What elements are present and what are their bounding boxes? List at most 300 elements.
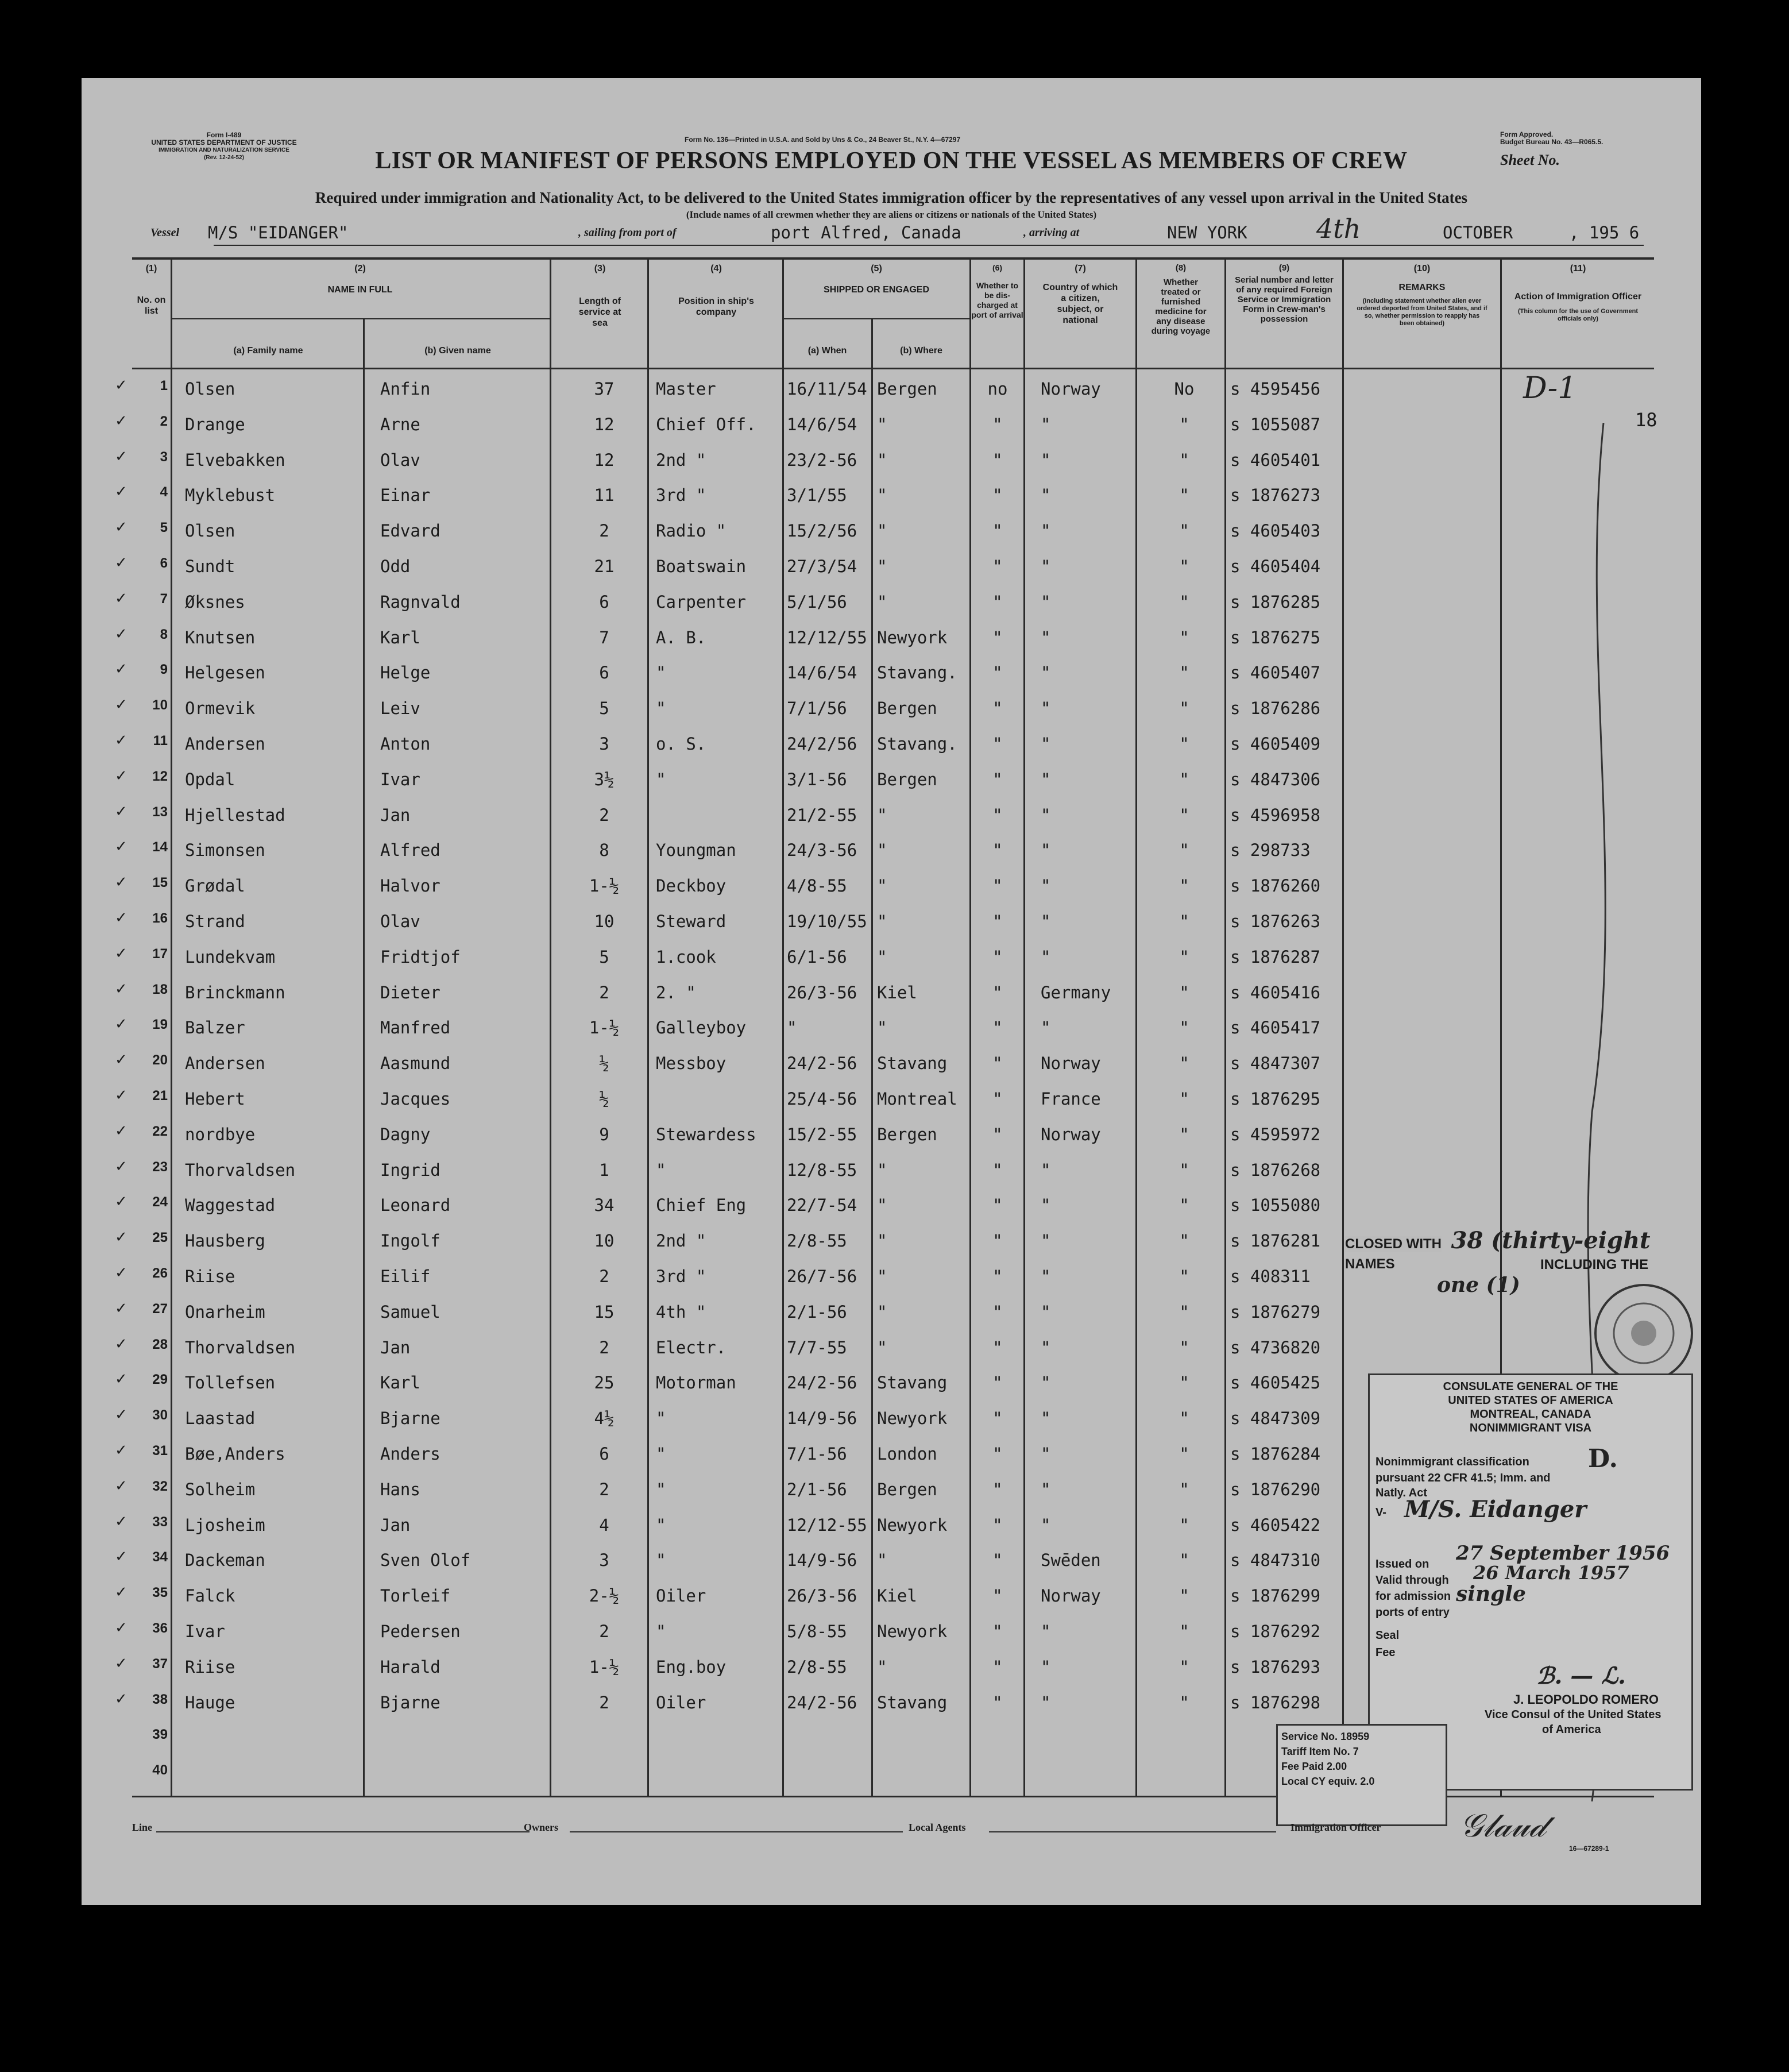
checkmark-icon: ✓ [115,1193,127,1211]
fee-label: Fee [1375,1646,1396,1659]
cell-given: Anfin [380,379,431,399]
cell-where: Newyork [877,1409,948,1429]
shipped-subheader-line [782,318,969,319]
cell-serial: s 1876292 [1230,1622,1321,1641]
cell-disch: " [992,592,1003,612]
cell-service: 2-½ [589,1586,620,1606]
cell-country: " [1041,1160,1051,1180]
row-number: 36 [152,1620,168,1636]
cell-medicine: " [1179,805,1189,825]
row-number: 17 [152,946,168,962]
cell-where: " [877,485,887,506]
cell-country: " [1041,1231,1051,1251]
cell-country: " [1041,1657,1051,1677]
cell-family: Riise [185,1267,235,1286]
col3-title: Length of service at sea [578,296,621,328]
cell-where: " [877,521,887,541]
checkmark-icon: ✓ [115,483,127,501]
visa-vessel-name: M/S. Eidanger [1404,1496,1587,1523]
checkmark-icon: ✓ [115,1584,127,1602]
cell-country: " [1041,557,1051,576]
checkmark-icon: ✓ [115,1477,127,1495]
cell-given: Ingolf [380,1231,441,1251]
cell-when: 5/8-55 [787,1622,847,1641]
cell-serial: s 4605417 [1230,1018,1321,1038]
rev-date: (Rev. 12-24-52) [204,155,244,161]
cell-given: Karl [380,627,420,647]
cell-service: 1-½ [589,1657,620,1677]
one-count: one (1) [1437,1273,1520,1297]
col1-header [132,263,171,317]
cell-when: 22/7-54 [787,1195,857,1216]
cell-family: Simonsen [185,840,265,861]
fee-paid-label: Fee Paid [1281,1761,1324,1772]
cell-family: Hebert [185,1089,245,1109]
arrival-year: , 195 6 [1569,223,1640,242]
cell-service: 11 [594,485,615,506]
checkmark-icon: ✓ [115,1122,127,1140]
cell-family: Strand [185,912,245,931]
names-label: NAMES [1345,1256,1395,1272]
service-row [1281,1729,1442,1744]
cell-disch: " [992,1337,1003,1357]
cell-when: 14/6/54 [787,414,857,434]
cell-given: Anders [380,1444,441,1464]
cell-when: 7/7-55 [787,1337,847,1357]
cell-given: Helge [380,663,431,683]
cell-disch: " [992,912,1003,931]
cell-position: Electr. [656,1337,727,1357]
cell-position: " [656,1479,666,1499]
cell-family: Solheim [185,1479,256,1499]
cell-country: Swēden [1041,1550,1101,1571]
cell-given: Ingrid [380,1160,441,1180]
checkmark-icon: ✓ [115,944,127,962]
cell-where: Newyork [877,1622,948,1641]
cell-serial: s 1876299 [1230,1586,1321,1606]
row-number: 27 [152,1301,168,1317]
row-number: 32 [152,1478,168,1494]
cell-disch: " [992,414,1003,434]
cell-medicine: " [1179,840,1189,861]
cell-given: Eilif [380,1267,431,1286]
cell-position: " [656,699,666,719]
cell-given: Sven Olof [380,1550,471,1571]
checkmark-icon: ✓ [115,625,127,643]
row-number: 19 [152,1017,168,1033]
col9-number: (9) [1278,263,1290,273]
cell-country: " [1041,1373,1051,1393]
table-row [82,797,1654,833]
row-number: 16 [152,910,168,926]
checkmark-icon: ✓ [115,1229,127,1247]
cell-when: 14/9-56 [787,1409,857,1429]
cell-when: 15/2/56 [787,521,857,541]
cell-where: Bergen [877,769,937,789]
cell-serial: s 4605407 [1230,663,1321,683]
cell-disch: " [992,485,1003,506]
cell-given: Bjarne [380,1692,441,1712]
cell-country: Norway [1041,1124,1101,1144]
row-number: 35 [152,1585,168,1601]
col5-number: (5) [871,264,882,273]
cell-family: Hjellestad [185,805,285,825]
cell-family: Olsen [185,521,235,541]
cell-where: Bergen [877,1124,937,1144]
table-row [82,1045,1654,1081]
col1-number: (1) [145,264,157,273]
row-number: 38 [152,1691,168,1707]
cell-when: 2/8-55 [787,1657,847,1677]
col2-number: (2) [354,264,366,273]
cell-disch: " [992,769,1003,789]
table-header-border [132,368,1654,369]
cell-medicine: " [1179,1089,1189,1109]
cell-serial: s 1876298 [1230,1692,1321,1712]
subnote: (Include names of all crewmen whether they are aliens or citizens or nationals of the United States) [686,209,1097,220]
cell-country: Norway [1041,1054,1101,1074]
cell-medicine: " [1179,1692,1189,1712]
cell-service: 2 [599,1337,609,1357]
cell-family: Brinckmann [185,982,285,1002]
cell-medicine: No [1174,379,1195,399]
cell-country: " [1041,769,1051,789]
cell-position: Motorman [656,1373,736,1393]
cell-position: " [656,663,666,683]
row-number: 31 [152,1443,168,1458]
consulate-line3: MONTREAL, CANADA [1470,1408,1591,1421]
cell-given: Bjarne [380,1409,441,1429]
checkmark-icon: ✓ [115,802,127,820]
cell-service: 10 [594,1231,615,1251]
cell-family: Tollefsen [185,1373,276,1393]
table-row [82,407,1654,442]
table-row [82,762,1654,797]
checkmark-icon: ✓ [115,909,127,927]
cell-family: Opdal [185,769,235,789]
vessel-label: Vessel [150,226,179,239]
cell-where: Newyork [877,627,948,647]
cell-where: Bergen [877,379,937,399]
cell-when: 4/8-55 [787,876,847,896]
cell-when: 6/1-56 [787,947,847,967]
classification-label: Nonimmigrant classification [1375,1456,1529,1468]
cell-family: nordbye [185,1124,256,1144]
cell-serial: s 1876260 [1230,876,1321,896]
cell-disch: " [992,521,1003,541]
cell-country: " [1041,414,1051,434]
issued-label: Issued on [1375,1558,1429,1571]
vessel-name: M/S "EIDANGER" [208,223,349,242]
cell-when: 26/3-56 [787,1586,857,1606]
cell-service: 2 [599,1622,609,1641]
checkmark-icon: ✓ [115,1087,127,1104]
cell-serial: s 1876287 [1230,947,1321,967]
cell-given: Odd [380,557,411,576]
cell-when: 12/12-55 [787,1515,867,1535]
col6-title: Whether to be dis-charged at port of arrival [971,281,1023,319]
cell-family: Hausberg [185,1231,265,1251]
local-label: Local CY equiv. [1281,1776,1358,1787]
cell-family: Ivar [185,1622,225,1641]
tariff-no: 7 [1353,1746,1359,1757]
cell-when: 16/11/54 [787,379,867,399]
cell-position: " [656,1515,666,1535]
cell-disch: " [992,1267,1003,1286]
cell-family: Waggestad [185,1195,276,1216]
cell-serial: s 408311 [1230,1267,1311,1286]
cell-serial: s 4847309 [1230,1409,1321,1429]
col10-note: (Including statement whether alien ever ordered deported from United States, and if so, whether permission to reapply has been obtained) [1357,298,1487,327]
cell-country: " [1041,840,1051,861]
row-number: 6 [160,555,168,571]
consulate-line4: NONIMMIGRANT VISA [1469,1422,1592,1434]
cell-when: 14/6/54 [787,663,857,683]
table-row [82,1152,1654,1188]
cell-service: ½ [599,1054,609,1074]
cell-where: Stavang [877,1373,948,1393]
cell-given: Halvor [380,876,441,896]
margin-number-18: 18 [1635,409,1657,431]
cell-disch: " [992,1195,1003,1216]
table-row [82,584,1654,620]
row-number: 4 [160,484,168,500]
cell-service: 9 [599,1124,609,1144]
cell-given: Pedersen [380,1622,461,1641]
cell-given: Samuel [380,1302,441,1322]
departure-port: port Alfred, Canada [771,223,961,242]
cell-where: " [877,1018,887,1038]
cell-service: 3 [599,734,609,754]
cell-serial: s 4605416 [1230,982,1321,1002]
vessel-underline [214,245,1644,246]
checkmark-icon: ✓ [115,1299,127,1317]
tariff-row [1281,1744,1442,1759]
cell-service: 2 [599,805,609,825]
col3-number: (3) [594,264,606,273]
cell-where: " [877,876,887,896]
cell-position: Stewardess [656,1124,756,1144]
cell-service: 4 [599,1515,609,1535]
cell-service: 2 [599,1692,609,1712]
cell-given: Fridtjof [380,947,461,967]
cell-family: Øksnes [185,592,245,612]
cell-serial: s 4847307 [1230,1054,1321,1074]
cell-where: " [877,414,887,434]
table-row [82,1330,1654,1365]
cell-position: Deckboy [656,876,727,896]
cell-position: Galleyboy [656,1018,747,1038]
checkmark-icon: ✓ [115,1264,127,1282]
cell-where: " [877,557,887,576]
footer-owners-label: Owners [524,1822,558,1833]
cell-serial: s 4605401 [1230,450,1321,470]
cell-given: Jan [380,1337,411,1357]
cell-when: " [787,1018,797,1038]
cell-where: Montreal [877,1089,957,1109]
cell-family: Lundekvam [185,947,276,967]
cell-when: 12/12/55 [787,627,867,647]
cell-when: 26/3-56 [787,982,857,1002]
col5-header [783,263,969,295]
cell-given: Ivar [380,769,420,789]
of-america: of America [1542,1723,1601,1736]
cell-where: " [877,805,887,825]
cell-serial: s 1876273 [1230,485,1321,506]
consulate-line1: CONSULATE GENERAL OF THE [1443,1380,1618,1393]
checkmark-icon: ✓ [115,447,127,465]
row-number: 37 [152,1656,168,1672]
cell-disch: " [992,734,1003,754]
checkmark-icon: ✓ [115,589,127,607]
cell-service: 6 [599,592,609,612]
cell-where: " [877,947,887,967]
cell-position: Oiler [656,1586,706,1606]
table-row [82,832,1654,868]
cell-where: " [877,1195,887,1216]
row-number: 20 [152,1052,168,1068]
col2-header [171,263,550,295]
cell-position: 3rd " [656,1267,706,1286]
cell-disch: " [992,1160,1003,1180]
cell-medicine: " [1179,699,1189,719]
cell-family: Falck [185,1586,235,1606]
cell-when: 27/3/54 [787,557,857,576]
service-no: 18959 [1340,1731,1370,1742]
checkmark-icon: ✓ [115,1371,127,1388]
col10-title: REMARKS [1398,283,1446,292]
checkmark-icon: ✓ [115,1157,127,1175]
cell-position: Radio " [656,521,727,541]
row-number: 23 [152,1159,168,1175]
cell-when: 24/2-56 [787,1054,857,1074]
cell-position: 1.cook [656,947,716,967]
cell-country: " [1041,485,1051,506]
cell-family: Ormevik [185,699,256,719]
col2b-header: (b) Given name [424,346,491,356]
cell-disch: " [992,1054,1003,1074]
cell-position: " [656,1550,666,1571]
cell-service: 15 [594,1302,615,1322]
cell-where: " [877,450,887,470]
fee-paid-row [1281,1759,1442,1774]
cell-disch: " [992,1018,1003,1038]
cell-disch: " [992,627,1003,647]
col6-number: (6) [992,263,1003,272]
action-d1: D-1 [1523,371,1577,406]
cell-family: Dackeman [185,1550,265,1571]
checkmark-icon: ✓ [115,1548,127,1566]
cell-disch: " [992,876,1003,896]
closed-with-label: CLOSED WITH [1345,1236,1442,1252]
cell-family: Bøe,Anders [185,1444,285,1464]
fee-stamp [1276,1724,1447,1826]
checkmark-icon: ✓ [115,554,127,572]
subtitle: Required under immigration and Nationality Act, to be delivered to the United States immigration officer by the representatives of any vessel upon arrival in the United States [315,189,1468,206]
cell-position: Carpenter [656,592,747,612]
table-row [82,1081,1654,1117]
cell-family: Andersen [185,734,265,754]
cell-service: 7 [599,627,609,647]
row-number: 39 [152,1727,168,1743]
cell-disch: " [992,450,1003,470]
cell-country: " [1041,1515,1051,1535]
cell-serial: s 4605422 [1230,1515,1321,1535]
row-number: 9 [160,662,168,678]
cell-serial: s 1876263 [1230,912,1321,931]
cell-medicine: " [1179,1373,1189,1393]
cell-medicine: " [1179,1550,1189,1571]
cell-position: Oiler [656,1692,706,1712]
cell-when: 24/3-56 [787,840,857,861]
vessel-prefix: V- [1375,1506,1386,1519]
closed-with-stamp [1345,1227,1667,1297]
cell-serial: s 1876286 [1230,699,1321,719]
officer-signature: 𝒢𝓁𝒶𝓊𝒹 [1460,1807,1546,1845]
cell-serial: s 4736820 [1230,1337,1321,1357]
cell-medicine: " [1179,1479,1189,1499]
form-no-center: Form No. 136—Printed in U.S.A. and Sold by Uns & Co., 24 Beaver St., N.Y. 4—67297 [685,136,961,144]
admission-label: for admission [1375,1590,1451,1603]
table-row [82,690,1654,726]
checkmark-icon: ✓ [115,696,127,714]
cell-when: 14/9-56 [787,1550,857,1571]
arriving-label: , arriving at [1023,226,1080,239]
cell-service: 37 [594,379,615,399]
row-number: 30 [152,1407,168,1423]
cell-medicine: " [1179,1231,1189,1251]
cell-disch: " [992,982,1003,1002]
row-number: 14 [152,839,168,855]
cell-country: " [1041,1692,1051,1712]
cell-medicine: " [1179,982,1189,1002]
cell-when: 24/2-56 [787,1373,857,1393]
checkmark-icon: ✓ [115,1512,127,1530]
cell-serial: s 1876279 [1230,1302,1321,1322]
table-row [82,620,1654,655]
page-title: LIST OR MANIFEST OF PERSONS EMPLOYED ON THE VESSEL AS MEMBERS OF CREW [375,148,1408,174]
cell-when: 19/10/55 [787,912,867,931]
table-row [82,1117,1654,1152]
cell-family: Andersen [185,1054,265,1074]
footer-owners-rule [570,1831,903,1832]
cell-disch: " [992,557,1003,576]
cell-when: 2/8-55 [787,1231,847,1251]
cell-serial: s 298733 [1230,840,1311,861]
cell-medicine: " [1179,485,1189,506]
cell-position: " [656,769,666,789]
cell-country: Norway [1041,379,1101,399]
cell-country: " [1041,1337,1051,1357]
cell-service: 5 [599,947,609,967]
cell-position: Master [656,379,716,399]
cell-country: Norway [1041,1586,1101,1606]
col3-header [552,263,647,329]
consul-signature: ℬ. — ℒ. [1536,1662,1626,1689]
cell-position: Boatswain [656,557,747,576]
cell-country: " [1041,663,1051,683]
table-row [82,549,1654,584]
cell-serial: s 4596958 [1230,805,1321,825]
cell-disch: " [992,947,1003,967]
footer-agents-rule [989,1831,1276,1832]
local-row [1281,1774,1442,1789]
cell-family: Riise [185,1657,235,1677]
table-row [82,1187,1654,1223]
col5a-header: (a) When [807,346,847,356]
cell-family: Hauge [185,1692,235,1712]
cell-when: 23/2-56 [787,450,857,470]
